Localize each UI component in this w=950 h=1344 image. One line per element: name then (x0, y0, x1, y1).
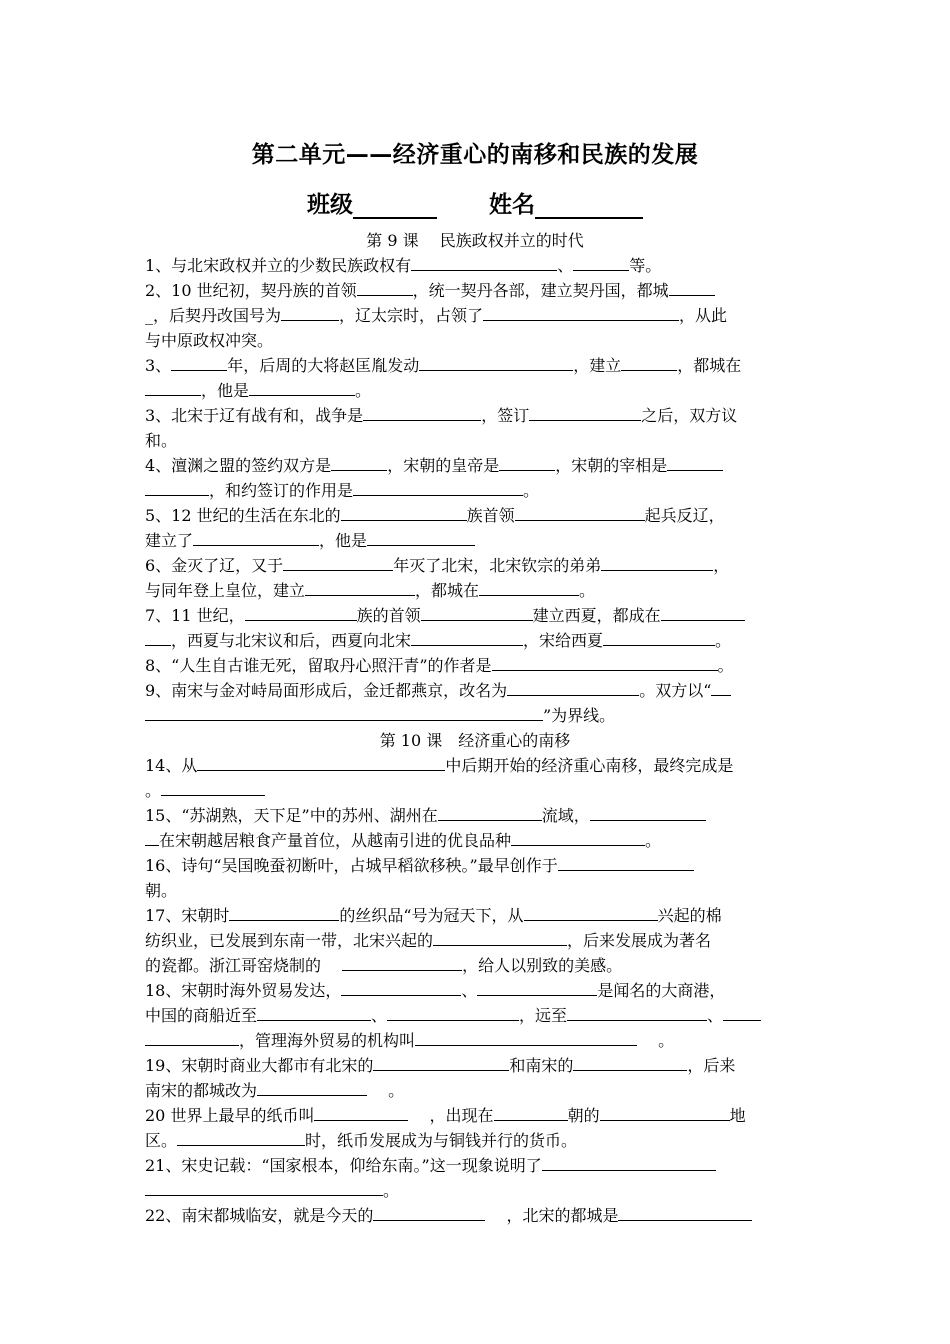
answer-blank[interactable] (411, 253, 557, 271)
answer-blank[interactable] (600, 1103, 730, 1121)
answer-blank[interactable] (357, 278, 413, 296)
answer-blank[interactable] (621, 353, 677, 371)
class-blank[interactable] (353, 193, 437, 219)
answer-blank[interactable] (305, 578, 415, 596)
answer-blank[interactable] (573, 253, 629, 271)
answer-blank[interactable] (171, 353, 227, 371)
question-2: 2、10 世纪初，契丹族的首领 ，统一契丹各部，建立契丹国，都城 (145, 278, 817, 303)
answer-blank[interactable] (145, 703, 543, 721)
answer-blank[interactable] (723, 1003, 761, 1021)
question-8: 8、“人生自古谁无死，留取丹心照汗青”的作者是 。 (145, 653, 817, 678)
answer-blank[interactable] (618, 1203, 752, 1221)
answer-blank[interactable] (542, 1153, 716, 1171)
answer-blank[interactable] (573, 1053, 687, 1071)
answer-blank[interactable] (387, 1003, 519, 1021)
answer-blank[interactable] (558, 853, 694, 871)
answer-blank[interactable] (529, 403, 641, 421)
answer-blank[interactable] (363, 403, 481, 421)
answer-blank[interactable] (511, 828, 645, 846)
answer-blank[interactable] (331, 453, 387, 471)
answer-blank[interactable] (415, 1028, 637, 1046)
answer-blank[interactable] (603, 628, 715, 646)
question-16: 16、诗句“吴国晚蚕初断叶，占城早稻欲移秧。”最早创作于 (145, 853, 817, 878)
answer-blank[interactable] (661, 603, 745, 621)
question-21: 21、宋史记载：“国家根本，仰给东南。”这一现象说明了 (145, 1153, 817, 1178)
answer-blank[interactable] (145, 1178, 383, 1196)
class-label: 班级 (307, 192, 353, 218)
name-label: 姓名 (489, 192, 535, 218)
student-info-bar (0, 186, 950, 219)
name-blank[interactable] (535, 193, 643, 219)
question-5: 5、12 世纪的生活在东北的 族首领 起兵反辽， (145, 503, 817, 528)
question-1: 1、与北宋政权并立的少数民族政权有 、 等。 (145, 253, 817, 278)
question-22: 22、南宋都城临安，就是今天的 ，北宋的都城是 (145, 1203, 817, 1228)
answer-blank[interactable] (477, 978, 597, 996)
question-4: 4、澶渊之盟的签约双方是 ，宋朝的皇帝是 ，宋朝的宰相是 (145, 453, 817, 478)
answer-blank[interactable] (249, 378, 355, 396)
answer-blank[interactable] (590, 803, 706, 821)
answer-blank[interactable] (507, 678, 639, 696)
answer-blank[interactable] (177, 1128, 305, 1146)
lesson-10-heading: 第 10 课 经济重心的南移 (379, 731, 571, 750)
answer-blank[interactable] (373, 1203, 485, 1221)
answer-blank[interactable] (341, 503, 467, 521)
answer-blank[interactable] (283, 553, 393, 571)
answer-blank[interactable] (161, 778, 265, 796)
lesson-9-heading: 第 9 课 民族政权并立的时代 (366, 231, 584, 250)
answer-blank[interactable] (479, 578, 579, 596)
answer-blank[interactable] (257, 1078, 367, 1096)
answer-blank[interactable] (245, 603, 357, 621)
answer-blank[interactable] (145, 628, 171, 646)
answer-blank[interactable] (281, 303, 339, 321)
page-title: 第二单元——经济重心的南移和民族的发展 (251, 142, 699, 168)
answer-blank[interactable] (353, 478, 523, 496)
question-14: 14、从 中后期开始的经济重心南移，最终完成是 (145, 753, 817, 778)
question-7: 7、11 世纪， 族的首领 建立西夏，都成在 (145, 603, 817, 628)
question-3: 3、 年，后周的大将赵匡胤发动 ，建立 ，都城在 (145, 353, 817, 378)
answer-blank[interactable] (669, 278, 715, 296)
answer-blank[interactable] (145, 378, 201, 396)
answer-blank[interactable] (145, 828, 159, 846)
answer-blank[interactable] (367, 528, 475, 546)
answer-blank[interactable] (341, 978, 461, 996)
answer-blank[interactable] (421, 603, 533, 621)
answer-blank[interactable] (567, 1003, 707, 1021)
answer-blank[interactable] (193, 528, 319, 546)
answer-blank[interactable] (711, 678, 731, 696)
question-3b: 3、北宋于辽有战有和，战争是 ，签订 之后，双方议 (145, 403, 817, 428)
answer-blank[interactable] (483, 303, 679, 321)
question-19: 19、宋朝时商业大都市有北宋的 和南宋的 ，后来 (145, 1053, 817, 1078)
answer-blank[interactable] (438, 803, 542, 821)
answer-blank[interactable] (419, 353, 573, 371)
answer-blank[interactable] (314, 1103, 408, 1121)
answer-blank[interactable] (667, 453, 723, 471)
question-15: 15、“苏湖熟，天下足”中的苏州、湖州在 流域， (145, 803, 817, 828)
answer-blank[interactable] (499, 453, 555, 471)
answer-blank[interactable] (601, 553, 713, 571)
answer-blank[interactable] (492, 653, 718, 671)
answer-blank[interactable] (433, 928, 567, 946)
answer-blank[interactable] (524, 903, 658, 921)
question-9: 9、南宋与金对峙局面形成后，金迁都燕京，改名为 。双方以“ (145, 678, 817, 703)
question-20: 20 世界上最早的纸币叫 ，出现在 朝的 地 (145, 1103, 817, 1128)
answer-blank[interactable] (197, 753, 445, 771)
answer-blank[interactable] (515, 503, 645, 521)
question-18: 18、宋朝时海外贸易发达， 、 是闻名的大商港， (145, 978, 817, 1003)
answer-blank[interactable] (373, 1053, 509, 1071)
answer-blank[interactable] (145, 1028, 239, 1046)
answer-blank[interactable] (229, 903, 339, 921)
answer-blank[interactable] (494, 1103, 568, 1121)
question-list: 1、与北宋政权并立的少数民族政权有 、 等。 2、10 世纪初，契丹族的首领 ，统一契丹各部，建立契丹国，都城 _，后契丹改国号为 ，辽太宗时，占领了 ，从此 与中原政权冲突。 3、 年，后周的大将赵匡胤发动 ，建立 ，都城在 ，他是 。 3、北宋于辽有战有和，战争是 ，签订 之后，双方议 和。 4、澶渊之盟的签约双方是 ，宋朝的皇帝是 ，宋朝的宰相是 ，和约签订的作用是 。 5、12 世纪的生活在东北的 族首领 起兵反辽， 建立了 ，他是 6、金灭了辽，又于 年灭了北宋，北宋钦宗的弟弟 ， 与同年登上皇位，建立 ，都城在 。 7、11 世纪， 族的首领 建立西夏，都成在 ，西夏与北宋议和后，西夏向北宋 ，宋给西夏 。 8、“人生自古谁无死，留取丹心照汗青”的作者是 。 9、南宋与金对峙局面形成后，金迁都燕京，改名为 。双方以“ ”为界线。 第 10 课 经济重心的南移 14、从 中后期开始的经济重心南移，最终完成是 。 15、“苏湖熟，天下足”中的苏州、湖州在 流域， 在宋朝越居粮食产量首位，从越南引进的优良品种 。 16、诗句“吴国晚蚕初断叶，占城早稻欲移秧。”最早创作于 朝。 17、宋朝时 的丝织品“号为冠天下，从 兴起的棉 纺织业，已发展到东南一带，北宋兴起的 ，后来发展成为著名 的瓷都。浙江哥窑烧制的 ，给人以别致的美感。 18、宋朝时海外贸易发达， 、 是闻名的大商港， 中国的商船近至 、 ，远至 、 ，管理海外贸易的机构叫 。 19、宋朝时商业大都市有北宋的 和南宋的 ，后来 南宋的都城改为 。 20 世界上最早的纸币叫 ，出现在 朝的 地 区。 时，纸币发展成为与铜钱并行的货币。 21、宋史记载：“国家根本，仰给东南。”这一现象说明了 。 22、南宋都城临安，就是今天的 ，北宋的都城是 (145, 253, 817, 1228)
question-17: 17、宋朝时 的丝织品“号为冠天下，从 兴起的棉 (145, 903, 817, 928)
answer-blank[interactable] (145, 478, 209, 496)
answer-blank[interactable] (411, 628, 523, 646)
answer-blank[interactable] (342, 953, 462, 971)
question-6: 6、金灭了辽，又于 年灭了北宋，北宋钦宗的弟弟 ， (145, 553, 817, 578)
answer-blank[interactable] (257, 1003, 371, 1021)
